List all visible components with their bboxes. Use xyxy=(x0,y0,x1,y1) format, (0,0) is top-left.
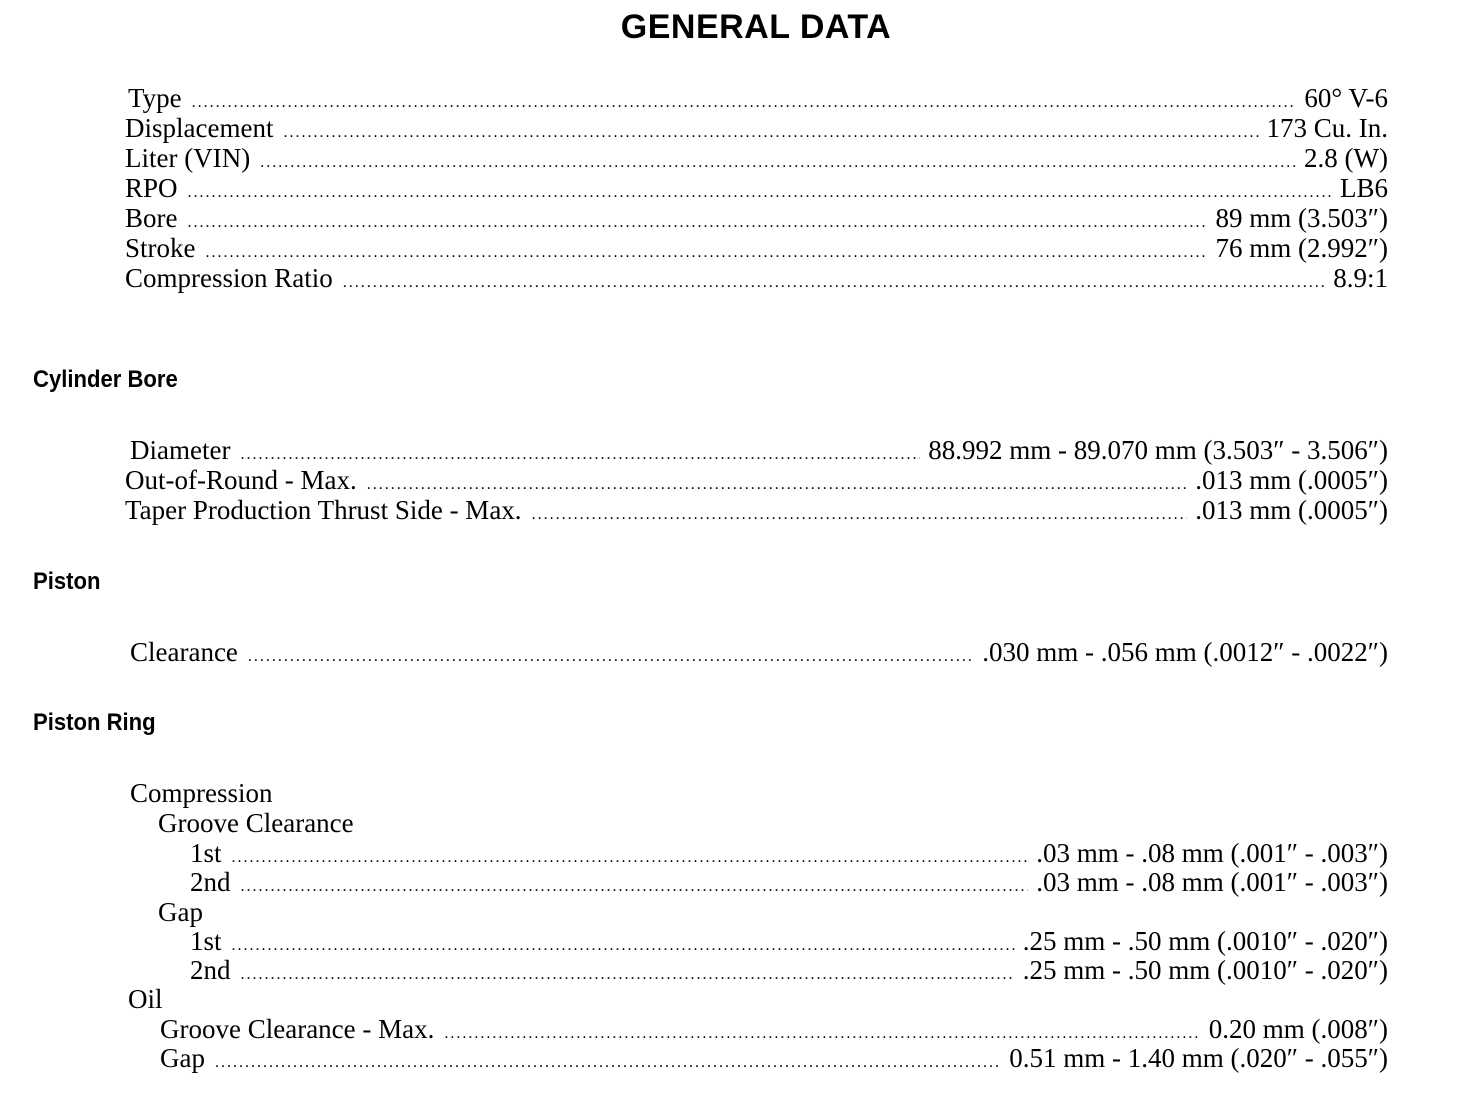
spec-value: LB6 xyxy=(1339,173,1388,203)
spec-row-liter xyxy=(125,143,1388,173)
dot-leader xyxy=(248,648,974,666)
section-heading-piston: Piston xyxy=(33,568,101,595)
dot-leader xyxy=(188,184,1332,202)
spec-value: 60° V-6 xyxy=(1304,83,1388,113)
dot-leader xyxy=(215,1054,1001,1072)
dot-leader xyxy=(232,849,1029,867)
spec-label: Gap xyxy=(160,1043,205,1073)
spec-row-gap-1st xyxy=(190,926,1388,956)
dot-leader xyxy=(532,506,1188,524)
subheading-gap: Gap xyxy=(158,897,203,927)
spec-row-stroke xyxy=(125,233,1388,263)
dot-leader xyxy=(367,476,1188,494)
spec-value: .03 mm - .08 mm (.001″ - .003″) xyxy=(1036,838,1388,868)
dot-leader xyxy=(260,154,1296,172)
spec-value: .013 mm (.0005″) xyxy=(1195,495,1388,525)
spec-value: 0.20 mm (.008″) xyxy=(1208,1014,1388,1044)
spec-label: RPO xyxy=(125,173,178,203)
spec-value: 89 mm (3.503″) xyxy=(1215,203,1388,233)
subheading-groove-clearance: Groove Clearance xyxy=(158,808,354,838)
spec-label: Displacement xyxy=(125,113,274,143)
spec-row-rpo xyxy=(125,173,1388,203)
spec-label: 2nd xyxy=(190,867,231,897)
spec-value: .030 mm - .056 mm (.0012″ - .0022″) xyxy=(982,637,1388,667)
spec-value: .25 mm - .50 mm (.0010″ - .020″) xyxy=(1022,955,1388,985)
spec-value: .25 mm - .50 mm (.0010″ - .020″) xyxy=(1022,926,1388,956)
dot-leader xyxy=(206,244,1208,262)
spec-row-type xyxy=(128,83,1388,113)
spec-value: 0.51 mm - 1.40 mm (.020″ - .055″) xyxy=(1009,1043,1388,1073)
page-title: GENERAL DATA xyxy=(620,8,892,46)
spec-value: .03 mm - .08 mm (.001″ - .003″) xyxy=(1036,867,1388,897)
spec-row-diameter xyxy=(130,435,1388,465)
subheading-compression: Compression xyxy=(130,778,273,808)
spec-value: 173 Cu. In. xyxy=(1266,113,1388,143)
dot-leader xyxy=(187,214,1207,232)
spec-label: Type xyxy=(128,83,182,113)
spec-label: 2nd xyxy=(190,955,231,985)
dot-leader xyxy=(192,94,1297,112)
spec-row-oil-groove-clearance xyxy=(160,1014,1388,1044)
dot-leader xyxy=(444,1025,1200,1043)
spec-label: Liter (VIN) xyxy=(125,143,251,173)
dot-leader xyxy=(283,124,1258,142)
dot-leader xyxy=(241,878,1029,896)
spec-label: Compression Ratio xyxy=(125,263,333,293)
spec-label: Taper Production Thrust Side - Max. xyxy=(125,495,522,525)
spec-value: 76 mm (2.992″) xyxy=(1215,233,1388,263)
spec-label: 1st xyxy=(190,838,222,868)
spec-label: Out-of-Round - Max. xyxy=(125,465,357,495)
subheading-oil: Oil xyxy=(128,984,163,1014)
spec-row-compression-ratio xyxy=(125,263,1388,293)
spec-row-oil-gap xyxy=(160,1043,1388,1073)
dot-leader xyxy=(232,937,1015,955)
section-heading-piston-ring: Piston Ring xyxy=(33,709,156,736)
spec-value: 8.9:1 xyxy=(1333,263,1388,293)
spec-label: Clearance xyxy=(130,637,238,667)
spec-value: .013 mm (.0005″) xyxy=(1195,465,1388,495)
dot-leader xyxy=(240,446,920,464)
spec-label: 1st xyxy=(190,926,222,956)
spec-label: Bore xyxy=(125,203,178,233)
dot-leader xyxy=(343,274,1325,292)
spec-row-clearance xyxy=(130,637,1388,667)
spec-value: 88.992 mm - 89.070 mm (3.503″ - 3.506″) xyxy=(928,435,1388,465)
spec-row-bore xyxy=(125,203,1388,233)
spec-label: Diameter xyxy=(130,435,231,465)
spec-row-gap-2nd xyxy=(190,955,1388,985)
spec-value: 2.8 (W) xyxy=(1304,143,1388,173)
spec-row-taper xyxy=(125,495,1388,525)
spec-row-groove-1st xyxy=(190,838,1388,868)
dot-leader xyxy=(241,966,1015,984)
spec-label: Groove Clearance - Max. xyxy=(160,1014,435,1044)
section-heading-cylinder-bore: Cylinder Bore xyxy=(33,366,178,393)
spec-row-displacement xyxy=(125,113,1388,143)
spec-row-groove-2nd xyxy=(190,867,1388,897)
spec-label: Stroke xyxy=(125,233,196,263)
spec-row-out-of-round xyxy=(125,465,1388,495)
